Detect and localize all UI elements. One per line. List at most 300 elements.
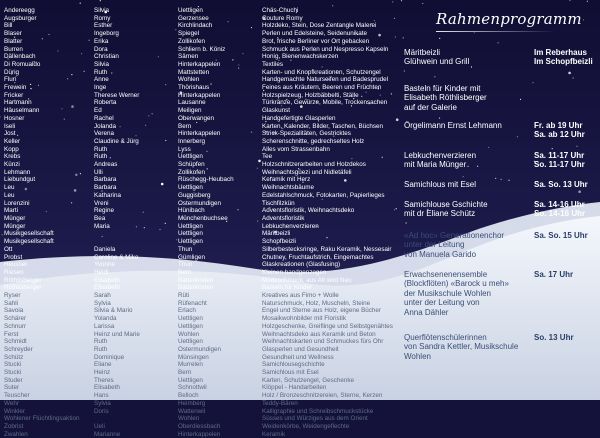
exhibitor-surname: Augsburger xyxy=(4,14,37,22)
star xyxy=(100,0,101,1)
star xyxy=(474,32,475,33)
exhibitor-row xyxy=(4,246,399,254)
exhibitor-surname: Schärer xyxy=(4,315,27,323)
exhibitor-product: Perlen und Edelsteine, Seidenunikate xyxy=(262,30,368,38)
exhibitor-row xyxy=(4,292,399,300)
exhibitor-row xyxy=(4,369,399,377)
exhibitor-product: Klöppel - Handarbeiten xyxy=(262,384,327,392)
exhibitor-surname: Studer xyxy=(4,376,23,384)
exhibitor-town: Innerberg xyxy=(178,137,205,145)
programme-event xyxy=(404,180,596,189)
exhibitor-town: Oberwangen xyxy=(178,114,215,122)
exhibitor-town: Heimberg xyxy=(178,399,206,407)
event-line: Glühwein und Grill xyxy=(404,57,470,67)
event-time-line: So. 11-17 Uhr xyxy=(534,160,585,170)
exhibitor-firstname: Christian xyxy=(94,53,119,61)
exhibitor-product: Glaskunst xyxy=(262,107,290,115)
exhibitor-product: Holzspielzeug, Holzbäbbelti, Ställe xyxy=(262,91,359,99)
exhibitor-firstname: Heidi xyxy=(94,268,109,276)
event-time-line: Sa. So. 13 Uhr xyxy=(534,180,588,189)
exhibitor-surname: Andereegg xyxy=(4,7,35,14)
exhibitor-row xyxy=(4,69,399,77)
event-line: Wohlen xyxy=(404,351,431,361)
event-description xyxy=(404,333,532,361)
exhibitor-row xyxy=(4,146,399,154)
exhibitor-town: Särnen xyxy=(178,53,199,61)
exhibitor-town: Bern xyxy=(178,369,192,377)
exhibitor-firstname: Rachel xyxy=(94,114,114,122)
exhibitor-town: Belloch xyxy=(178,392,199,400)
exhibitor-surname: Hosner xyxy=(4,114,25,122)
event-description xyxy=(404,180,532,189)
exhibitor-surname: Lorenzini xyxy=(4,199,30,207)
exhibitor-surname: Di Romualdo xyxy=(4,60,41,68)
exhibitor-town: Bätterkinden xyxy=(178,276,214,284)
exhibitor-town: Bern xyxy=(178,268,192,276)
star xyxy=(578,190,581,193)
exhibitor-product: Strick-Spezialitäten, Gestricktes xyxy=(262,130,351,138)
exhibitor-surname: Leu xyxy=(4,191,15,199)
exhibitor-surname: Röthlisberger xyxy=(4,276,42,284)
exhibitor-firstname: Romy xyxy=(94,14,111,22)
exhibitor-firstname: Sarah xyxy=(94,292,111,300)
exhibitor-town: Uettligen xyxy=(178,184,203,192)
event-line: Elisabeth Röthlisberger xyxy=(404,93,487,103)
exhibitor-town: Uettligen xyxy=(178,238,203,246)
exhibitor-firstname: Regine xyxy=(94,207,114,215)
exhibitor-surname: Fricker xyxy=(4,91,24,99)
exhibitor-row xyxy=(4,377,399,385)
exhibitor-surname: Zobrist xyxy=(4,422,24,430)
exhibitor-firstname: Erika xyxy=(94,37,109,45)
exhibitor-town: Schnottwil xyxy=(178,384,207,392)
exhibitor-town: Hinterkappelen xyxy=(178,130,221,138)
exhibitor-firstname: Silvia & Mario xyxy=(94,307,133,315)
event-time-line: Sa. 14-16 Uhr xyxy=(534,200,585,209)
exhibitor-row xyxy=(4,392,399,400)
exhibitor-product: Karten, Schutzengel, Geschenke xyxy=(262,376,355,384)
exhibitor-town: Thun xyxy=(178,261,193,269)
event-line: Anna Dähler xyxy=(404,307,449,317)
exhibitor-product: Schmuck aus Perlen und Nespresso Kapseln xyxy=(262,45,389,53)
exhibitor-surname: Kopp xyxy=(4,145,19,153)
exhibitor-town: Uettligen xyxy=(178,222,203,230)
exhibitor-town: Münsingen xyxy=(178,353,209,361)
event-time-line: Im Schopfbeizli xyxy=(534,57,593,67)
exhibitor-row xyxy=(4,169,399,177)
exhibitor-firstname: Heinz xyxy=(94,369,111,377)
exhibitor-product: Kalligraphie und Schreibschmuckstücke xyxy=(262,407,374,415)
exhibitor-product: Adventsfloristik, Weihnachtsdeko xyxy=(262,207,355,215)
exhibitor-row xyxy=(4,277,399,285)
exhibitor-row xyxy=(4,415,399,423)
exhibitor-firstname xyxy=(94,230,178,238)
event-time-line: Im Reberhaus xyxy=(534,48,587,57)
exhibitor-product: Textiles xyxy=(262,60,283,68)
exhibitor-surname: Riesen xyxy=(4,268,24,276)
exhibitor-firstname: Heinz und Marie xyxy=(94,330,140,338)
exhibitor-row xyxy=(4,84,399,92)
exhibitor-firstname: Elisabeth xyxy=(94,284,120,292)
star xyxy=(587,1,588,2)
exhibitor-product: Feines aus Kräutern, Beeren und Früchten xyxy=(262,84,382,92)
exhibitor-surname: Krebs xyxy=(4,153,21,161)
exhibitor-firstname: Therese Werner xyxy=(94,91,140,99)
programme-event xyxy=(404,84,596,112)
exhibitor-product: Basteln für Kinder xyxy=(262,284,313,292)
programme-event xyxy=(404,231,596,259)
exhibitor-row xyxy=(4,261,399,269)
exhibitor-firstname: Hans xyxy=(94,392,109,400)
exhibitor-row xyxy=(4,323,399,331)
exhibitor-firstname: Ingeborg xyxy=(94,30,119,38)
exhibitor-surname: Suter xyxy=(4,384,20,392)
exhibitor-row xyxy=(4,192,399,200)
exhibitor-row xyxy=(4,115,399,123)
exhibitor-town: Meiligen xyxy=(178,107,202,115)
exhibitor-town: Schüpfen xyxy=(178,161,205,169)
event-line: Samichlous mit Esel xyxy=(404,180,477,189)
exhibitor-surname: Münger xyxy=(4,222,26,230)
event-line: mit Maria Münger xyxy=(404,160,467,170)
exhibitor-row xyxy=(4,153,399,161)
event-time-line: Fr. ab 19 Uhr xyxy=(534,121,583,130)
exhibitor-surname: Künzi xyxy=(4,161,20,169)
exhibitor-town: Wohlen xyxy=(178,330,200,338)
exhibitor-town: Gümligen xyxy=(178,253,205,261)
exhibitor-town: Mattstetten xyxy=(178,68,210,76)
exhibitor-row xyxy=(4,161,399,169)
exhibitor-row xyxy=(4,384,399,392)
exhibitor-firstname: Ruth xyxy=(94,153,108,161)
exhibitor-town: Hinterkappelen xyxy=(178,91,221,99)
exhibitor-product: Honig, Bienenwachskerzen xyxy=(262,53,339,61)
exhibitor-firstname: Larissa xyxy=(94,322,115,330)
event-line: Erwachsenenensemble xyxy=(404,270,488,279)
event-time xyxy=(534,180,596,189)
exhibitor-town: Murrelen xyxy=(178,361,203,369)
event-line: unter der Leitung xyxy=(404,240,465,250)
exhibitor-firstname: Katharina xyxy=(94,191,121,199)
exhibitor-town: Rüschegg-Heubach xyxy=(178,176,234,184)
exhibitor-row xyxy=(4,284,399,292)
star xyxy=(568,72,571,75)
exhibitor-row xyxy=(4,207,399,215)
exhibitor-town: Uettligen xyxy=(178,153,203,161)
exhibitor-product: Weihnachtsgüezi und Nidletäfeli xyxy=(262,168,352,176)
exhibitor-surname: Marti xyxy=(4,207,18,215)
exhibitor-surname: Reusser xyxy=(4,261,28,269)
exhibitor-surname: Schnurr xyxy=(4,322,27,330)
exhibitor-firstname: Marianne xyxy=(94,430,121,438)
exhibitor-product: Samichlous mit Esel xyxy=(262,369,319,377)
exhibitor-firstname: Sylvia xyxy=(94,299,111,307)
exhibitor-surname: Blatter xyxy=(4,37,23,45)
programme-event xyxy=(404,121,596,140)
event-line: Basteln für Kinder mit xyxy=(404,84,481,93)
exhibitor-town: Münchenbuchsee xyxy=(178,214,228,222)
exhibitor-surname: Iseli xyxy=(4,122,16,130)
exhibitor-firstname: Verena xyxy=(94,130,114,138)
exhibitor-row xyxy=(4,408,399,416)
exhibitor-town: Uettligen xyxy=(178,7,203,14)
exhibitor-surname: Keller xyxy=(4,137,21,145)
exhibitor-product: Süsses und Würziges aus dem Orient xyxy=(262,415,368,423)
event-line: Lebkuchenverzieren xyxy=(404,151,477,160)
exhibitor-firstname: Ruth xyxy=(94,145,108,153)
exhibitor-town: Rüti xyxy=(178,292,190,300)
star xyxy=(573,77,574,78)
exhibitor-firstname: Yolanda xyxy=(94,315,117,323)
event-description xyxy=(404,270,532,317)
exhibitor-product: Lebkuchenverzieren xyxy=(262,222,319,230)
exhibitor-town: Ostermundigen xyxy=(178,199,222,207)
exhibitor-row xyxy=(4,130,399,138)
exhibitor-product: Gesundheit und Wellness xyxy=(262,353,334,361)
exhibitor-town: Wohlen xyxy=(178,415,200,423)
event-line: von Sandra Kettler, Musikschule xyxy=(404,342,519,352)
exhibitor-firstname: Daniela xyxy=(94,245,116,253)
event-time xyxy=(534,231,596,240)
exhibitor-firstname: Yvonne xyxy=(94,261,116,269)
exhibitor-product: Modeschmuck, aus Alt wird Neu xyxy=(262,276,352,284)
exhibitor-town: Kirchlindach xyxy=(178,22,213,30)
exhibitor-row xyxy=(4,338,399,346)
exhibitor-product: Türkränze, Gewürze, Mobile, Trockensachen xyxy=(262,99,388,107)
exhibitor-town: Thun xyxy=(178,245,193,253)
event-time xyxy=(534,270,596,279)
exhibitor-town: Hinterkappelen xyxy=(178,60,221,68)
exhibitor-firstname: Silvia xyxy=(94,7,110,14)
exhibitor-town: Lausanne xyxy=(178,99,206,107)
exhibitor-row xyxy=(4,431,399,438)
exhibitor-firstname: Sylvia xyxy=(94,399,111,407)
exhibitor-row xyxy=(4,15,399,23)
exhibitor-surname: Sahli xyxy=(4,299,19,307)
exhibitor-firstname: Doris xyxy=(94,407,109,415)
star xyxy=(583,19,584,20)
exhibitor-surname: Lehmann xyxy=(4,168,31,176)
programme-event xyxy=(404,270,596,317)
exhibitor-firstname: Elisabeth xyxy=(94,276,120,284)
exhibitor-row xyxy=(4,30,399,38)
exhibitor-row xyxy=(4,7,399,15)
star xyxy=(406,222,407,223)
exhibitor-row xyxy=(4,46,399,54)
exhibitor-firstname: Elisabeth xyxy=(94,384,120,392)
exhibitor-firstname: Ueli xyxy=(94,422,105,430)
star xyxy=(498,42,499,43)
exhibitor-town: Wattenwil xyxy=(178,407,206,415)
exhibitor-product: Teddy-Bären xyxy=(262,399,298,407)
exhibitor-product: Couture Romy xyxy=(262,14,303,22)
exhibitor-product: Mosaikwohnbilder mit Floristik xyxy=(262,315,346,323)
exhibitor-firstname: Barbara xyxy=(94,184,117,192)
exhibitor-surname: Stucki xyxy=(4,361,22,369)
star xyxy=(403,37,404,38)
exhibitor-firstname: Ruth xyxy=(94,338,108,346)
exhibitor-row xyxy=(4,184,399,192)
exhibitor-product: Chutney, Fruchtaufstrich, Eingemachtes xyxy=(262,253,374,261)
exhibitor-row xyxy=(4,76,399,84)
star xyxy=(439,38,440,39)
exhibitor-product: Edelstahlschmuck, Fotokarten, Papierlieges xyxy=(262,191,385,199)
exhibitor-firstname: Vreni xyxy=(94,199,109,207)
event-time xyxy=(534,151,596,170)
exhibitor-product: Engel und Sterne aus Holz, eigene Bücher xyxy=(262,307,382,315)
exhibitor-product: Holz / Bronzeschnitzereien, Sterne, Kerzen xyxy=(262,392,383,400)
exhibitor-surname: Wohlener Flüchtlingsaktion xyxy=(4,415,80,423)
exhibitor-row xyxy=(4,53,399,61)
exhibitor-firstname: Dora xyxy=(94,45,108,53)
exhibitor-firstname xyxy=(94,415,178,423)
event-description xyxy=(404,200,532,219)
exhibitor-product: Silberbestecksringe, Raku Keramik, Nessesair xyxy=(262,245,392,253)
star xyxy=(488,147,489,148)
exhibitor-firstname: Eliane xyxy=(94,361,112,369)
event-time-line: So. 13 Uhr xyxy=(534,333,574,342)
exhibitor-product: Tee xyxy=(262,153,273,161)
exhibitor-firstname: Ed xyxy=(94,107,102,115)
event-description xyxy=(404,151,532,170)
exhibitor-product: Glaskreationen (Glasfusing) xyxy=(262,261,341,269)
exhibitor-product: Holzschnitzerarbeiten und Holzdekos xyxy=(262,161,366,169)
exhibitor-row xyxy=(4,230,399,238)
exhibitor-row xyxy=(4,307,399,315)
exhibitor-firstname: Barbara xyxy=(94,176,117,184)
star xyxy=(439,118,440,119)
exhibitor-surname: Winkler xyxy=(4,407,25,415)
exhibitor-firstname: Jolanda xyxy=(94,122,117,130)
exhibitor-firstname xyxy=(94,238,178,246)
exhibitor-row xyxy=(4,215,399,223)
star xyxy=(2,234,3,235)
programme-event xyxy=(404,151,596,170)
exhibitor-surname: Hartmann xyxy=(4,99,32,107)
exhibitor-product: Tischfilzkün xyxy=(262,199,295,207)
exhibitor-row xyxy=(4,38,399,46)
event-time xyxy=(534,48,596,67)
exhibitor-product: Kreatives aus Fimo + Wolle xyxy=(262,292,339,300)
exhibitor-product: Alles vom Strassenbahn xyxy=(262,145,330,153)
exhibitor-product: Holzdeko, Stein, Dose Zentangle Malerei xyxy=(262,22,377,30)
event-time-line: Sa. 17 Uhr xyxy=(534,270,574,279)
exhibitor-surname: Leu xyxy=(4,184,15,192)
exhibitor-product: Naturschmuck, Holz, Muscheln, Steine xyxy=(262,299,371,307)
programme-title: Rahmenprogramm xyxy=(436,10,582,32)
star xyxy=(404,70,405,71)
exhibitor-surname: Dürig xyxy=(4,68,20,76)
exhibitor-product: Brot, frische Berliner vor Ort gebacken xyxy=(262,37,370,45)
event-line: auf der Galerie xyxy=(404,102,457,112)
exhibitor-firstname: Ruth xyxy=(94,68,108,76)
exhibitor-town: Schliern b. Köniz xyxy=(178,45,226,53)
event-description xyxy=(404,121,532,130)
exhibitor-product: Weihnachtsbäume xyxy=(262,184,315,192)
star xyxy=(495,178,496,179)
exhibitor-product: Schopfbeizli xyxy=(262,238,296,246)
exhibitor-firstname: Claudine & Jürg xyxy=(94,137,139,145)
exhibitor-surname: Ryser xyxy=(4,292,21,300)
event-line: Querflötenschülerinnen xyxy=(404,333,487,342)
exhibitor-row xyxy=(4,423,399,431)
exhibitor-town: Ostermundigen xyxy=(178,345,222,353)
star xyxy=(463,176,464,177)
exhibitor-row xyxy=(4,238,399,246)
exhibitor-firstname: Ulli xyxy=(94,168,103,176)
exhibitor-surname: Dällenbach xyxy=(4,53,36,61)
exhibitor-product: Scherenschnitte, gedrechseltes Holz xyxy=(262,137,365,145)
exhibitor-firstname: Ruth xyxy=(94,345,108,353)
exhibitor-surname: Schütz xyxy=(4,353,24,361)
exhibitor-row xyxy=(4,138,399,146)
exhibitor-product: Weihnachtskarten und Schmuckes fürs Öhr xyxy=(262,338,384,346)
exhibitor-town: Rüfenacht xyxy=(178,299,207,307)
star xyxy=(576,146,577,147)
star xyxy=(517,136,518,137)
exhibitor-town: Uettligen xyxy=(178,230,203,238)
exhibitor-row xyxy=(4,361,399,369)
exhibitor-town: Uettligen xyxy=(178,315,203,323)
event-line: «Ad hoc» Generationenchor xyxy=(404,231,505,240)
exhibitor-surname: Teuscher xyxy=(4,392,30,400)
exhibitor-product: Samichlousegschichte xyxy=(262,361,325,369)
exhibitor-town: Wohlen xyxy=(178,76,200,84)
exhibitor-surname: Schreyder xyxy=(4,345,33,353)
exhibitor-product: Weidenkörbe, Weidengeflechte xyxy=(262,422,350,430)
exhibitor-surname: Liebundgut xyxy=(4,176,36,184)
event-description xyxy=(404,48,532,67)
event-time-line: Sa. 11-17 Uhr xyxy=(534,151,585,160)
exhibitor-row xyxy=(4,22,399,30)
exhibitor-firstname: Andreas xyxy=(94,161,118,169)
exhibitor-product: Kleinen handgenzogen xyxy=(262,268,327,276)
exhibitor-product: Weihnachtsdeko aus Keramik und Beton xyxy=(262,330,376,338)
exhibitor-product: Märitbeizli xyxy=(262,230,291,238)
event-line: Märitbeizli xyxy=(404,48,441,57)
exhibitor-surname: Ott xyxy=(4,245,13,253)
exhibitor-surname: Musikgesellschaft xyxy=(4,230,54,238)
exhibitor-surname: Häuselmann xyxy=(4,107,40,115)
exhibitor-product: Keramik xyxy=(262,430,286,438)
exhibitor-firstname: Maria xyxy=(94,222,110,230)
exhibitor-town: Oberdiessbach xyxy=(178,422,221,430)
exhibitor-surname: Burren xyxy=(4,45,23,53)
exhibitor-town: Uettligen xyxy=(178,338,203,346)
programme-event xyxy=(404,333,596,361)
exhibitor-town: Hinterkappelen xyxy=(178,430,221,438)
exhibitor-product: Karten, Kalender, Bilder, Taschen, Büchsen xyxy=(262,122,384,130)
exhibitor-product: Adventsfloristik xyxy=(262,214,305,222)
exhibitor-row xyxy=(4,123,399,131)
exhibitor-firstname: Esther xyxy=(94,22,113,30)
exhibitor-surname: Blaser xyxy=(4,30,22,38)
exhibitor-row xyxy=(4,99,399,107)
exhibitor-town: Bern xyxy=(178,122,192,130)
exhibitor-row xyxy=(4,346,399,354)
event-time xyxy=(534,200,596,219)
exhibitor-firstname: Inge xyxy=(94,84,107,92)
star xyxy=(552,148,553,149)
exhibitor-firstname: Roberta xyxy=(94,99,117,107)
exhibitor-firstname: Caroline & Mike xyxy=(94,253,139,261)
exhibitor-firstname: Anne xyxy=(94,76,109,84)
exhibitor-product: Keramik mit Herz xyxy=(262,176,311,184)
exhibitor-row xyxy=(4,61,399,69)
event-time-line: So. 14-16 Uhr xyxy=(534,209,586,219)
exhibitor-row xyxy=(4,92,399,100)
exhibitor-row xyxy=(4,269,399,277)
